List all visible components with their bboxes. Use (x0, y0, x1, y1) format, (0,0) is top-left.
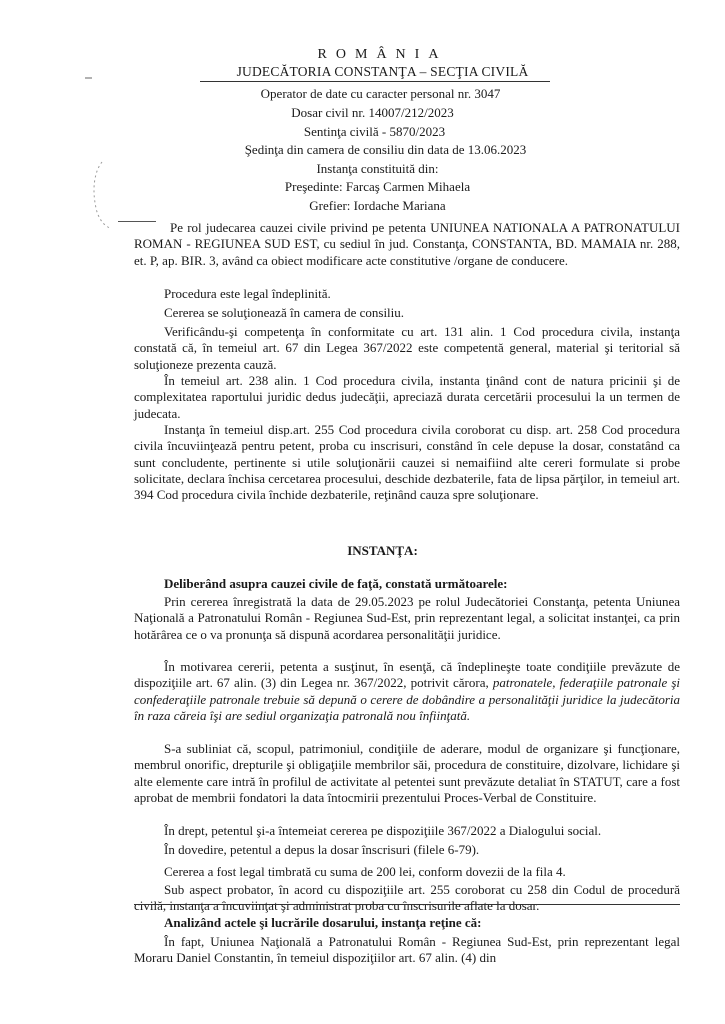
analysis-heading: Analizând actele şi lucrările dosarului, instanţa reţine că: (164, 915, 482, 930)
strikethrough-line (134, 904, 680, 905)
paragraph-duration: În temeiul art. 238 alin. 1 Cod procedura civila, instanta ţinând cont de natura pricinii şi de complexitatea raportului juridic dedus judecăţii, apreciază durata cercetării procesului la un termen de judecata. (134, 373, 680, 421)
clerk-name: Grefier: Iordache Mariana (309, 198, 446, 213)
paragraph-statute: S-a subliniat că, scopul, patrimoniul, condiţiile de aderare, modul de organizare şi funcţionare, membrul onorific, drepturile şi obligaţiile membrilor săi, procedura de constituire, dizolvare, lichidare şi alte elemente care intră în profilul de activitate al petentei sunt prevăzute detaliat în STATUT, care a fost aprobat de membrii fondatori la data întocmirii prezentului Proces-Verbal de Constituire. (134, 741, 680, 805)
paragraph-case-call: Pe rol judecarea cauzei civile privind pe petenta UNIUNEA NATIONALA A PATRONATULUI ROMAN - REGIUNEA SUD EST, cu sediul în jud. Constanţa, CONSTANTA, BD. MAMAIA nr. 288, et. P, ap. BIR. 3, având ca obiect modificare acte constitutive /organe de conducere. (134, 220, 680, 268)
paragraph-competence: Verificându-şi competenţa în conformitate cu art. 131 alin. 1 Cod procedura civila, instanţa constată că, în temeiul art. 67 din Legea 367/2022 este competentă general, material şi teritorial să soluţioneze prezenta cauză. (134, 324, 680, 372)
motivation-text: În motivarea cererii, petenta a susţinut, în esenţă, că îndeplineşte toate condiţiile prevăzute de dispoziţiile art. 67 alin. (3) din Legea nr. 367/2022, potrivit cărora, (134, 659, 680, 691)
paragraph-documents: În dovedire, petentul a depus la dosar înscrisuri (filele 6-79). (164, 842, 480, 857)
paragraph-legal-basis: În drept, petentul şi-a întemeiat cererea pe dispoziţiile 367/2022 a Dialogului social. (164, 823, 602, 838)
country-heading: ROMÂNIA (317, 47, 448, 62)
paragraph-stamp-duty: Cererea a fost legal timbrată cu suma de 200 lei, conform dovezii de la fila 4. (164, 864, 566, 879)
sentence-number: Sentinţa civilă - 5870/2023 (303, 124, 446, 139)
paragraph-chamber: Cererea se soluţionează în camera de consiliu. (164, 305, 405, 320)
operator-line: Operator de date cu caracter personal nr. 3047 (260, 86, 501, 101)
section-title-instanta: INSTANŢA: (347, 543, 418, 558)
deliberation-heading: Deliberând asupra cauzei civile de faţă, constată următoarele: (164, 576, 508, 591)
paragraph-request: Prin cererea înregistrată la data de 29.05.2023 pe rolul Judecătoriei Constanţa, petenta Uniunea Naţională a Patronatului Român - Regiunea Sud-Est, prin reprezentant legal, a solicitat instanţei, ca prin hotărârea ce o va pronunţa să dispună acordarea personalităţii juridice. (134, 594, 680, 642)
paragraph-motivation (134, 659, 680, 724)
session-date: Şedinţa din camera de consiliu din data de 13.06.2023 (244, 142, 527, 157)
paragraph-probation: Sub aspect probator, în acord cu dispoziţiile art. 255 coroborat cu 258 din Codul de procedură civilă, instanţa a încuviinţat şi administrat proba cu înscrisurile aflate la dosar. (134, 882, 680, 914)
paragraph-evidence: Instanţa în temeiul disp.art. 255 Cod procedura civila coroborat cu disp. art. 258 Cod procedura civila încuviinţează pentru petent, proba cu inscrisuri, constând în cele depuse la dosar, constatând ca sunt concludente, pertinente si utile soluţionării cauzei si nemaifiind alte cereri formulate si probe solicitate, declara închisa cercetarea procesului, deschide dezbaterile, fata de lipsa părţilor, in temeiul art. 394 Cod procedura civila închide dezbaterile, reţinând cauza spre soluţionare. (134, 422, 680, 503)
paragraph-facts: În fapt, Uniunea Naţională a Patronatului Român - Regiunea Sud-Est, prin reprezentant legal Moraru Daniel Constantin, în temeiul dispoziţiilor art. 67 alin. (4) din (134, 934, 680, 966)
presiding-judge: Preşedinte: Farcaş Carmen Mihaela (284, 179, 471, 194)
paragraph-procedure: Procedura este legal îndeplinită. (164, 286, 331, 301)
case-number: Dosar civil nr. 14007/212/2023 (291, 105, 454, 120)
court-heading: JUDECĂTORIA CONSTANŢA – SECŢIA CIVILĂ (236, 64, 529, 79)
motivation-legal-quote: patronatele, federaţiile patronale şi confederaţiile patronale trebuie să depună o cerere de dobândire a personalităţii juridice la judecătoria în raza căreia îşi are sediul organizaţia patronală nou înfiinţată. (134, 675, 681, 723)
court-composition: Instanţa constituită din: (316, 161, 439, 176)
header-underline (200, 81, 550, 82)
